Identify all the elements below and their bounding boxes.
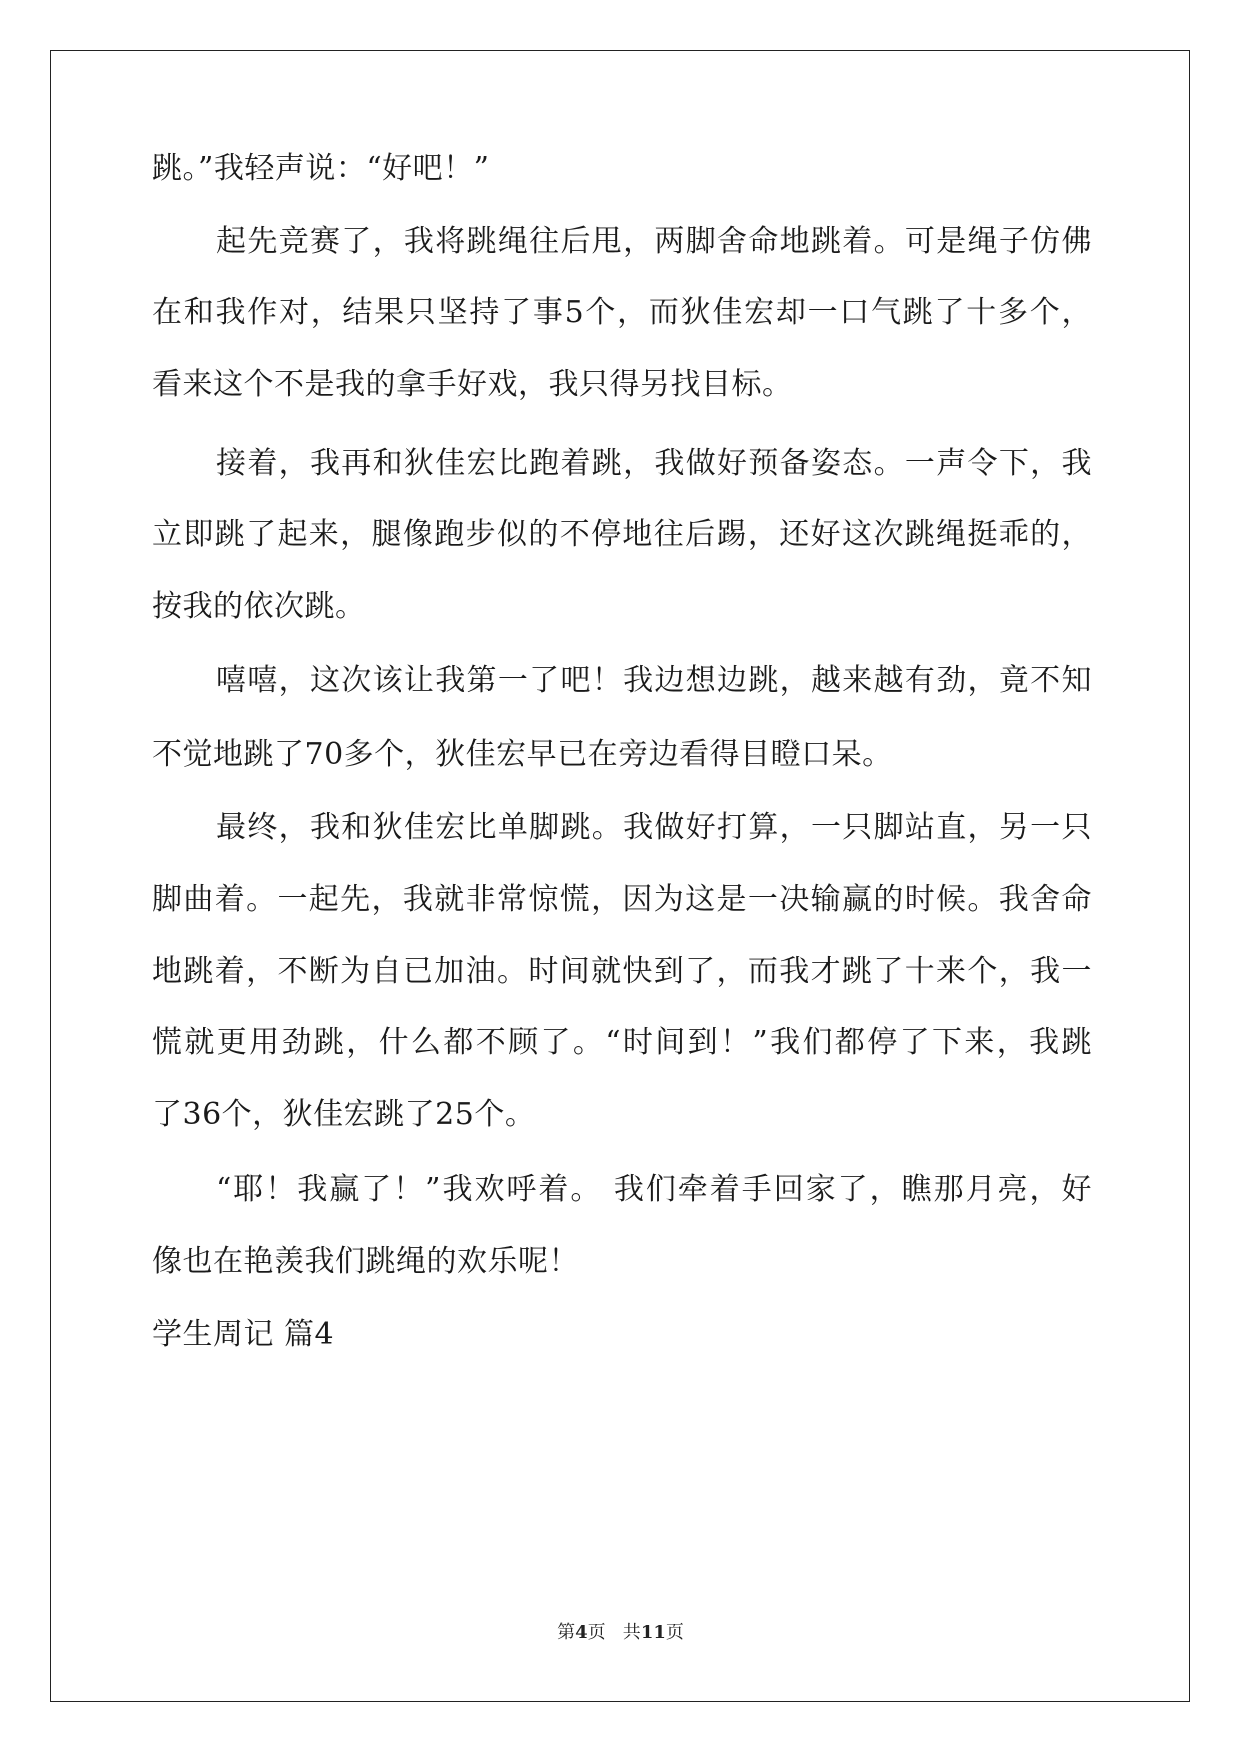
paragraph-line: 脚曲着。一起先，我就非常惊慌，因为这是一决输赢的时候。我舍命 <box>152 882 1092 917</box>
total-page-number: 11 <box>640 1622 666 1643</box>
footer-prefix: 第 <box>557 1622 576 1643</box>
paragraph-line: 不觉地跳了70多个，狄佳宏早已在旁边看得目瞪口呆。 <box>152 737 893 772</box>
paragraph-line: 地跳着，不断为自已加油。时间就快到了，而我才跳了十来个，我一 <box>152 954 1092 989</box>
paragraph-line: 跳。”我轻声说：“好吧！” <box>152 151 490 186</box>
paragraph-line: 慌就更用劲跳，什么都不顾了。“时间到！”我们都停了下来，我跳 <box>152 1025 1092 1060</box>
paragraph-line: 接着，我再和狄佳宏比跑着跳，我做好预备姿态。一声令下，我 <box>216 446 1092 481</box>
paragraph-line: 起先竞赛了，我将跳绳往后甩，两脚舍命地跳着。可是绳子仿佛 <box>216 224 1092 259</box>
footer-mid: 页 共 <box>587 1622 641 1643</box>
page-footer <box>0 1618 1241 1644</box>
current-page-number: 4 <box>575 1622 588 1643</box>
paragraph-line: 在和我作对，结果只坚持了事5个，而狄佳宏却一口气跳了十多个， <box>152 295 1092 330</box>
footer-suffix: 页 <box>665 1622 684 1643</box>
paragraph-line: 立即跳了起来，腿像跑步似的不停地往后踢，还好这次跳绳挺乖的， <box>152 517 1092 552</box>
paragraph-line: 了36个，狄佳宏跳了25个。 <box>152 1097 536 1132</box>
section-heading: 学生周记 篇4 <box>152 1317 335 1352</box>
paragraph-line: 最终，我和狄佳宏比单脚跳。我做好打算，一只脚站直，另一只 <box>216 810 1092 845</box>
paragraph-line: 按我的依次跳。 <box>152 589 366 624</box>
paragraph-line: 嘻嘻，这次该让我第一了吧！我边想边跳，越来越有劲，竟不知 <box>216 663 1092 698</box>
paragraph-line: “耶！我赢了！”我欢呼着。 我们牵着手回家了，瞧那月亮，好 <box>216 1172 1092 1207</box>
paragraph-line: 看来这个不是我的拿手好戏，我只得另找目标。 <box>152 367 793 402</box>
paragraph-line: 像也在艳羡我们跳绳的欢乐呢！ <box>152 1244 579 1279</box>
